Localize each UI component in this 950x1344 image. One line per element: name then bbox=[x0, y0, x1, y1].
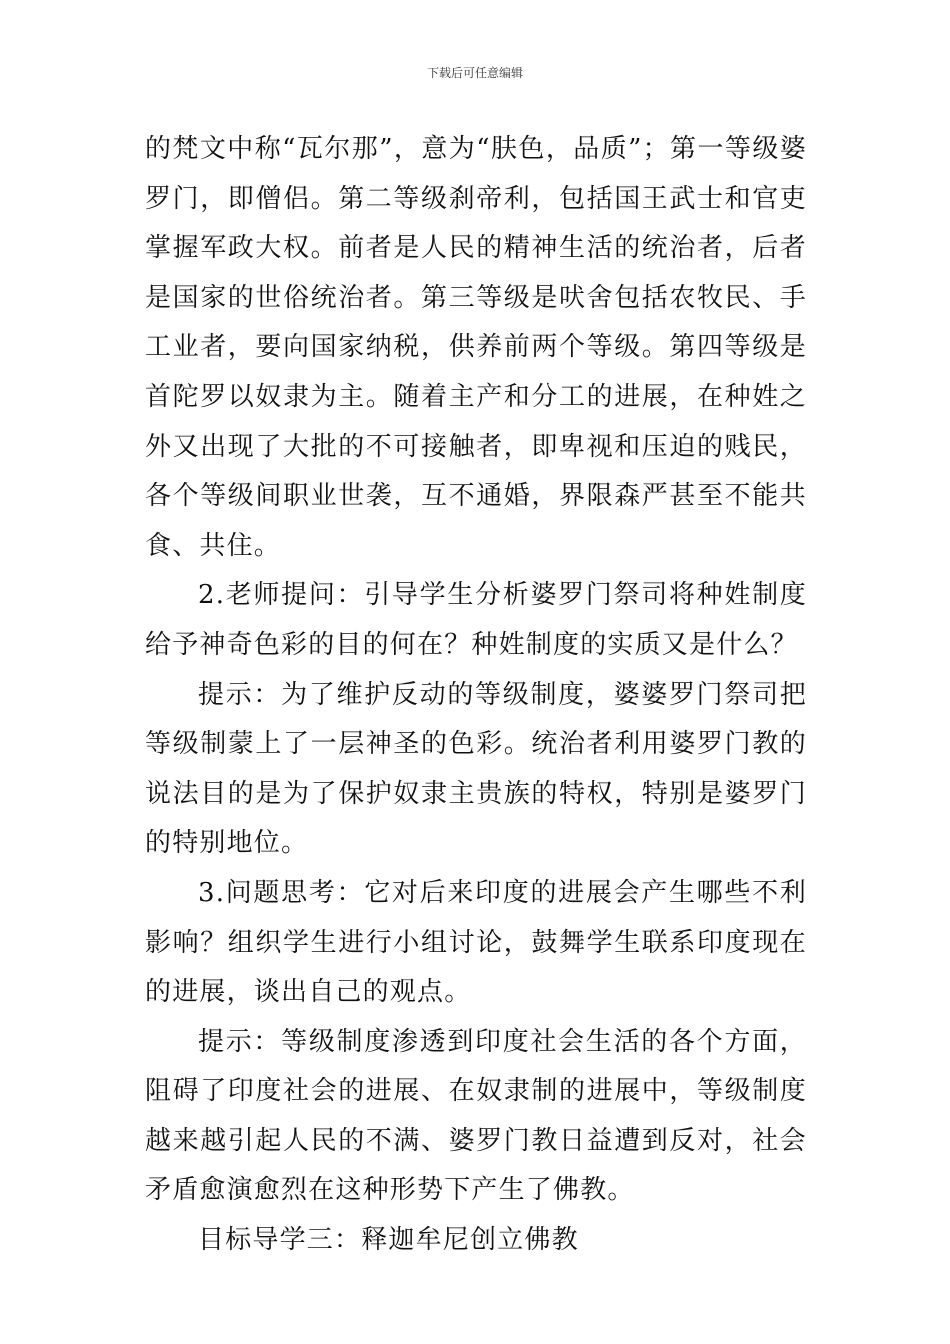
page-header: 下载后可任意编辑 bbox=[426, 66, 523, 80]
section-heading-goal-three: 目标导学三：释迦牟尼创立佛教 bbox=[198, 1225, 579, 1256]
paragraph-caste-description: 的梵文中称“瓦尔那”，意为“肤色，品质”；第一等级婆罗门，即僧侣。第二等级刹帝利，包括国王武士和官吏掌握军政大权。前者是人民的精神生活的统治者，后者是国家的世俗统治者。第三等级是吠舍包括农牧民、手工业者，要向国家纳税，供养前两个等级。第四等级是首陀罗以奴隶为主。随着主产和分工的进展，在种姓之外又出现了大批的不可接触者，即卑视和压迫的贱民，各个等级间职业世袭，互不通婚，界限森严甚至不能共食、共住。 bbox=[145, 134, 807, 561]
paragraph-hint-one: 提示：为了维护反动的等级制度，婆婆罗门祭司把等级制蒙上了一层神圣的色彩。统治者利用婆罗门教的说法目的是为了保护奴隶主贵族的特权，特别是婆罗门的特别地位。 bbox=[145, 679, 807, 859]
paragraph-teacher-question: 2.老师提问：引导学生分析婆罗门祭司将种姓制度给予神奇色彩的目的何在？种姓制度的实质又是什么？ bbox=[145, 580, 807, 660]
document-body bbox=[145, 125, 807, 1266]
paragraph-hint-two: 提示：等级制度渗透到印度社会生活的各个方面，阻碍了印度社会的进展、在奴隶制的进展中，等级制度越来越引起人民的不满、婆罗门教日益遭到反对，社会矛盾愈演愈烈在这种形势下产生了佛教。 bbox=[145, 1026, 807, 1206]
paragraph-question-thinking: 3.问题思考：它对后来印度的进展会产生哪些不利影响？组织学生进行小组讨论，鼓舞学生联系印度现在的进展，谈出自己的观点。 bbox=[145, 877, 807, 1008]
